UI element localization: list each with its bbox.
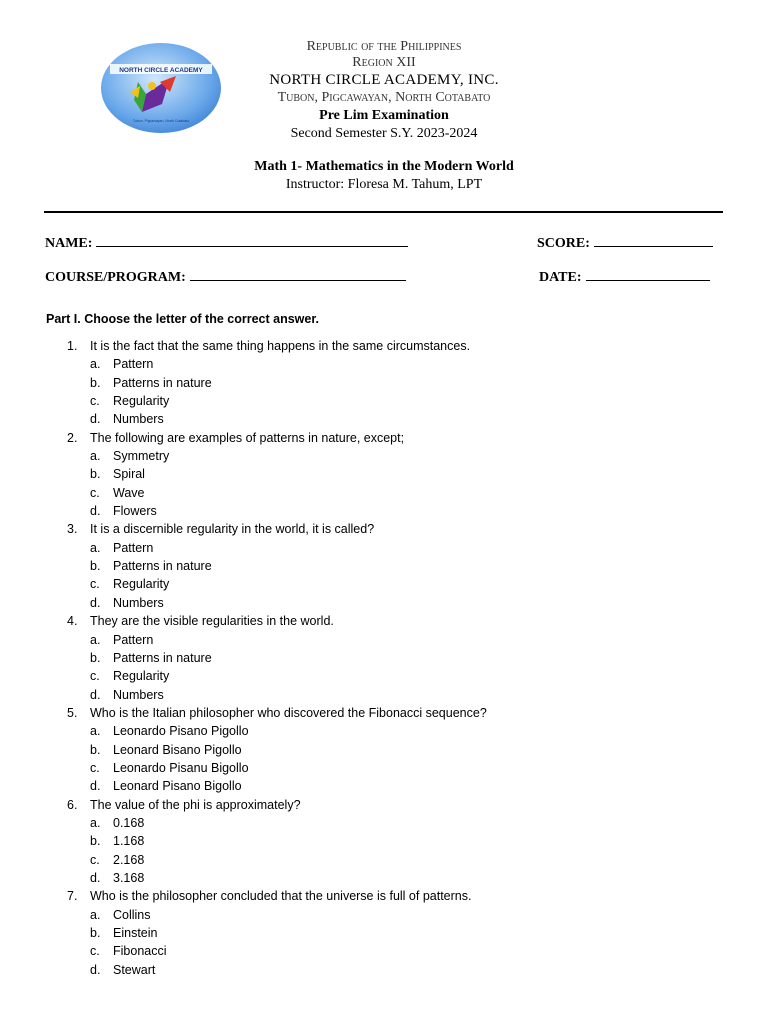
answer-option[interactable] xyxy=(0,777,768,795)
republic-line: Republic of the Philippines xyxy=(306,39,462,54)
option-text: Pattern xyxy=(113,357,154,372)
academy-address: Tubon, Pigcawayan, North Cotabato xyxy=(277,90,491,105)
score-blank[interactable] xyxy=(594,234,713,247)
option-text: Fibonacci xyxy=(113,944,167,959)
name-blank[interactable] xyxy=(96,234,408,247)
question-item xyxy=(0,337,768,355)
answer-option[interactable] xyxy=(0,355,768,373)
option-text: 2.168 xyxy=(113,852,145,867)
answer-option[interactable] xyxy=(0,484,768,502)
option-text: Leonard Pisano Bigollo xyxy=(113,779,242,794)
option-text: 3.168 xyxy=(113,870,145,885)
option-text: Patterns in nature xyxy=(113,650,212,665)
answer-option[interactable] xyxy=(0,447,768,465)
answer-option[interactable] xyxy=(0,924,768,942)
option-text: Leonardo Pisano Pigollo xyxy=(113,724,249,739)
option-letter: d. xyxy=(90,595,101,610)
score-label: SCORE: xyxy=(537,236,590,251)
option-letter: b. xyxy=(90,375,101,390)
option-letter: d. xyxy=(90,870,101,885)
option-text: Numbers xyxy=(113,412,164,427)
option-letter: c. xyxy=(90,394,100,409)
answer-option[interactable] xyxy=(0,942,768,960)
option-letter: d. xyxy=(90,687,101,702)
header-divider xyxy=(44,211,723,213)
question-number: 5. xyxy=(67,705,78,720)
name-label: NAME: xyxy=(45,236,93,251)
option-letter: a. xyxy=(90,724,101,739)
part-instructions: Part I. Choose the letter of the correct answer. xyxy=(46,312,319,326)
score-field[interactable] xyxy=(537,234,713,251)
answer-option[interactable] xyxy=(0,722,768,740)
question-item xyxy=(0,704,768,722)
date-blank[interactable] xyxy=(586,268,710,281)
option-letter: c. xyxy=(90,852,100,867)
option-letter: a. xyxy=(90,632,101,647)
date-field[interactable] xyxy=(539,268,710,285)
academy-name: NORTH CIRCLE ACADEMY, INC. xyxy=(269,72,499,88)
region-line: Region XII xyxy=(352,55,416,70)
option-text: Wave xyxy=(113,485,145,500)
option-text: Regularity xyxy=(113,394,170,409)
answer-option[interactable] xyxy=(0,814,768,832)
question-number: 3. xyxy=(67,522,78,537)
answer-option[interactable] xyxy=(0,502,768,520)
option-text: Flowers xyxy=(113,504,157,519)
answer-option[interactable] xyxy=(0,961,768,979)
question-item xyxy=(0,429,768,447)
date-label: DATE: xyxy=(539,270,582,285)
option-letter: b. xyxy=(90,926,101,940)
course-title: Math 1- Mathematics in the Modern World xyxy=(254,159,514,174)
answer-option[interactable] xyxy=(0,374,768,392)
question-number: 1. xyxy=(67,339,78,353)
answer-option[interactable] xyxy=(0,594,768,612)
answer-option[interactable] xyxy=(0,686,768,704)
option-text: Leonardo Pisanu Bigollo xyxy=(113,760,249,775)
option-letter: b. xyxy=(90,834,101,849)
option-letter: c. xyxy=(90,669,100,684)
option-text: Leonard Bisano Pigollo xyxy=(113,742,242,757)
question-list xyxy=(0,337,768,979)
question-text: It is a discernible regularity in the world, it is called? xyxy=(90,522,375,537)
answer-option[interactable] xyxy=(0,631,768,649)
question-text: The following are examples of patterns in nature, except; xyxy=(90,430,405,445)
option-text: Pattern xyxy=(113,540,154,555)
option-text: Pattern xyxy=(113,632,154,647)
answer-option[interactable] xyxy=(0,465,768,483)
name-field[interactable] xyxy=(45,234,408,251)
option-letter: d. xyxy=(90,779,101,794)
question-text: Who is the philosopher concluded that the universe is full of patterns. xyxy=(90,889,472,904)
logo-text: NORTH CIRCLE ACADEMY xyxy=(119,67,203,74)
question-item xyxy=(0,520,768,538)
question-item xyxy=(0,612,768,630)
course-program-label: COURSE/PROGRAM: xyxy=(45,270,186,285)
question-text: They are the visible regularities in the world. xyxy=(90,614,334,629)
semester-line: Second Semester S.Y. 2023-2024 xyxy=(290,126,478,141)
option-letter: b. xyxy=(90,467,101,482)
option-text: Regularity xyxy=(113,577,170,592)
option-letter: b. xyxy=(90,559,101,574)
answer-option[interactable] xyxy=(0,667,768,685)
option-letter: a. xyxy=(90,907,101,922)
answer-option[interactable] xyxy=(0,649,768,667)
option-text: Patterns in nature xyxy=(113,375,212,390)
question-text: It is the fact that the same thing happens in the same circumstances. xyxy=(90,339,471,353)
option-letter: a. xyxy=(90,357,101,372)
answer-option[interactable] xyxy=(0,410,768,428)
option-letter: c. xyxy=(90,485,100,500)
answer-option[interactable] xyxy=(0,759,768,777)
option-text: Einstein xyxy=(113,926,158,940)
option-text: Patterns in nature xyxy=(113,559,212,574)
option-letter: d. xyxy=(90,962,101,977)
answer-option[interactable] xyxy=(0,741,768,759)
answer-option[interactable] xyxy=(0,869,768,887)
answer-option[interactable] xyxy=(0,575,768,593)
answer-option[interactable] xyxy=(0,539,768,557)
option-text: Symmetry xyxy=(113,449,170,464)
answer-option[interactable] xyxy=(0,832,768,850)
option-letter: c. xyxy=(90,760,100,775)
option-text: 1.168 xyxy=(113,834,145,849)
exam-title: Pre Lim Examination xyxy=(319,108,449,123)
question-number: 7. xyxy=(67,889,78,904)
logo-subtext: Tubon, Pigcawayan, North Cotabato xyxy=(132,119,190,123)
option-letter: c. xyxy=(90,577,100,592)
option-text: Collins xyxy=(113,907,151,922)
question-text: The value of the phi is approximately? xyxy=(90,797,301,812)
course-program-blank[interactable] xyxy=(190,268,406,281)
option-letter: b. xyxy=(90,650,101,665)
option-letter: a. xyxy=(90,449,101,464)
course-program-field[interactable] xyxy=(45,268,406,285)
option-letter: c. xyxy=(90,944,100,959)
option-letter: d. xyxy=(90,504,101,519)
question-number: 4. xyxy=(67,614,78,629)
answer-option[interactable] xyxy=(0,851,768,869)
option-text: Regularity xyxy=(113,669,170,684)
question-text: Who is the Italian philosopher who discovered the Fibonacci sequence? xyxy=(90,705,487,720)
option-text: Stewart xyxy=(113,962,156,977)
instructor-line: Instructor: Floresa M. Tahum, LPT xyxy=(285,177,483,192)
answer-option[interactable] xyxy=(0,557,768,575)
question-number: 2. xyxy=(67,430,78,445)
option-text: Numbers xyxy=(113,687,164,702)
answer-option[interactable] xyxy=(0,906,768,924)
option-letter: a. xyxy=(90,815,101,830)
option-letter: d. xyxy=(90,412,101,427)
question-item xyxy=(0,796,768,814)
option-text: Numbers xyxy=(113,595,164,610)
option-letter: b. xyxy=(90,742,101,757)
answer-option[interactable] xyxy=(0,392,768,410)
question-number: 6. xyxy=(67,797,78,812)
option-text: Spiral xyxy=(113,467,145,482)
option-text: 0.168 xyxy=(113,815,145,830)
option-letter: a. xyxy=(90,540,101,555)
question-item xyxy=(0,887,768,905)
